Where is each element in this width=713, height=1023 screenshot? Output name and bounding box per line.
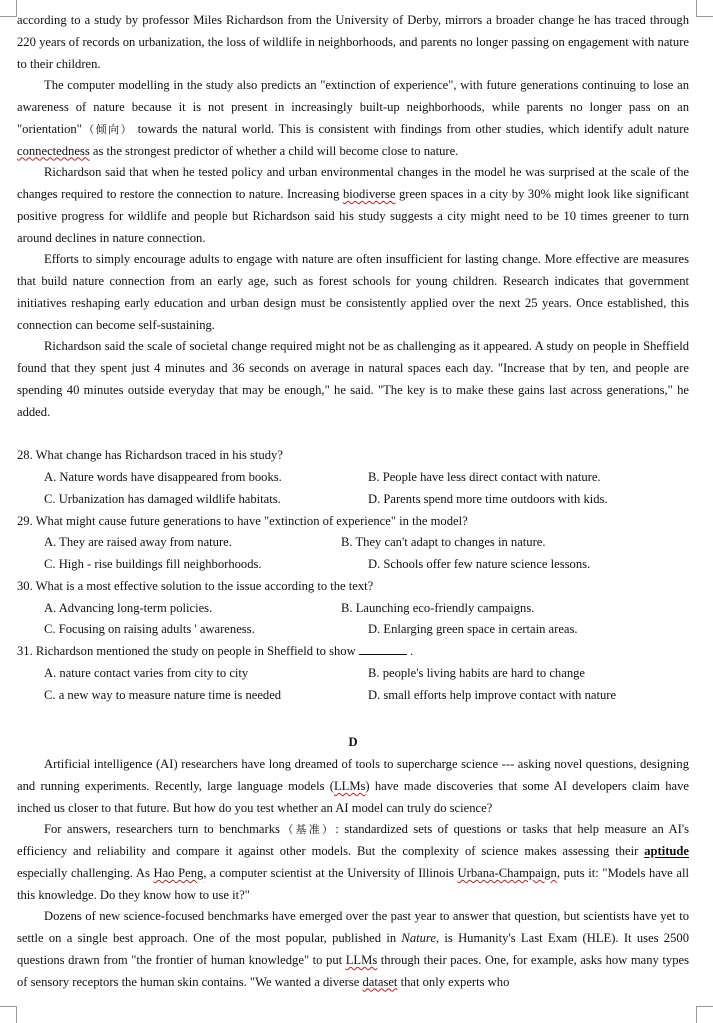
section-heading: D	[348, 735, 358, 750]
chinese-gloss: （倾向）	[81, 122, 134, 136]
question-stem: 30. What is a most effective solution to the issue according to the text?	[17, 578, 374, 593]
passage-d-paragraph-1: Artificial intelligence (AI) researchers have long dreamed of tools to supercharge science --- asking novel questions, designing and running experiments. Recently, large language models (LLMs) have made discoveries that some AI developers claim have inched us closer to that future. But how do you test whether an AI model can truly do science?	[17, 757, 689, 815]
option-a: A. nature contact varies from city to city	[44, 665, 249, 680]
question-30	[17, 576, 689, 641]
option-b: B. People have less direct contact with nature.	[368, 470, 601, 484]
person-name: Hao Peng	[153, 865, 204, 880]
option-b: B. Launching eco-friendly campaigns.	[341, 600, 535, 615]
option-d: D. Parents spend more time outdoors with kids.	[368, 491, 608, 506]
option-c: C. Urbanization has damaged wildlife habitats.	[44, 491, 281, 506]
page-corner-mark	[696, 1006, 713, 1023]
option-c: C. a new way to measure nature time is needed	[44, 687, 282, 702]
question-stem: 28. What change has Richardson traced in his study?	[17, 448, 283, 463]
option-b: B. They can't adapt to changes in nature.	[341, 535, 546, 550]
option-d: D. small efforts help improve contact with nature	[368, 687, 617, 702]
question-29	[17, 511, 689, 576]
option-a: A. They are raised away from nature.	[44, 535, 232, 550]
answer-blank	[359, 642, 407, 655]
page-corner-mark	[0, 0, 17, 17]
page-corner-mark	[0, 1006, 17, 1023]
question-31	[17, 641, 689, 706]
journal-title: Nature	[401, 931, 436, 945]
passage-c-paragraph-1: according to a study by professor Miles Richardson from the University of Derby, mirrors a broader change he has traced through 220 years of records on urbanization, the loss of wildlife in neighborhoods, and parents no longer passing on engagement with nature to their children.	[17, 13, 689, 71]
question-28	[17, 445, 689, 510]
option-c: C. Focusing on raising adults ' awareness.	[44, 622, 255, 637]
place-name: Urbana-Champaign	[457, 865, 557, 880]
option-d: D. Schools offer few nature science lessons.	[368, 557, 591, 571]
vocab-word: biodiverse	[342, 187, 396, 201]
passage-d-paragraph-2: For answers, researchers turn to benchmarks（基准）: standardized sets of questions or tasks that help measure an AI's efficiency and reliability and compare it against other models. But the complexity of science makes assessing their aptitude especially challenging. As Hao Peng, a computer scientist at the University of Illinois Urbana-Champaign, puts it: "Models have all this knowledge. Do they know how to use it?"	[17, 822, 690, 902]
passage-c-paragraph-2: The computer modelling in the study also predicts an "extinction of experience", with future generations continuing to lose an awareness of nature because it is not present in increasingly built-up neighborhoods, while parents no longer pass on an "orientation"（倾向） towards the natural world. This is consistent with findings from other studies, which identify adult nature connectedness as the strongest predictor of whether a child will become close to nature.	[17, 78, 690, 158]
chinese-gloss: （基准）	[279, 823, 336, 837]
option-d: D. Enlarging green space in certain areas.	[368, 622, 578, 637]
vocab-word: dataset	[362, 974, 398, 989]
passage-c-paragraph-5: Richardson said the scale of societal change required might not be as challenging as it appeared. A study on people in Sheffield found that they spent just 4 minutes and 36 seconds on average in natural spaces each day. "Increase that by ten, and people are spending 40 minutes outside everyday that may be enough," he said. "The key is to make these gains last across generations," he added.	[17, 339, 689, 419]
question-stem: 29. What might cause future generations to have "extinction of experience" in the model?	[17, 513, 468, 528]
page-corner-mark	[696, 0, 713, 17]
vocab-word: aptitude	[644, 844, 689, 858]
passage-c-paragraph-4: Efforts to simply encourage adults to engage with nature are often insufficient for lasting change. More effective are measures that build nature connection from an early age, such as forest schools for young children. Research indicates that government initiatives reshaping early education and urban design must be consistently applied over the next 25 years. Once established, this connection can become self-sustaining.	[17, 252, 689, 332]
option-c: C. High - rise buildings fill neighborhoods.	[44, 557, 262, 571]
passage-c-paragraph-3: Richardson said that when he tested policy and urban environmental changes in the model he was surprised at the scale of the changes required to restore the connection to nature. Increasing biodiverse green spaces in a city by 30% might look like significant positive progress for wildlife and people but Richardson said his study suggests a city might need to be 10 times greener to turn around declines in nature connection.	[17, 165, 689, 245]
option-a: A. Advancing long-term policies.	[44, 600, 213, 615]
option-a: A. Nature words have disappeared from books.	[44, 470, 282, 484]
vocab-word: LLMs	[333, 778, 366, 793]
question-stem: 31. Richardson mentioned the study on people in Sheffield to show .	[17, 644, 414, 658]
vocab-word: connectedness	[17, 143, 90, 158]
vocab-word: LLMs	[345, 952, 378, 967]
option-b: B. people's living habits are hard to change	[368, 665, 586, 680]
passage-d-paragraph-3: Dozens of new science-focused benchmarks have emerged over the past year to answer that question, but scientists have yet to settle on a single best approach. One of the most popular, published in Nature, is Humanity's Last Exam (HLE). It uses 2500 questions drawn from "the frontier of human knowledge" to put LLMs through their paces. One, for example, asks how many types of sensory receptors the human skin contains. "We wanted a diverse dataset that only experts who	[17, 909, 690, 989]
document-page	[17, 10, 689, 993]
